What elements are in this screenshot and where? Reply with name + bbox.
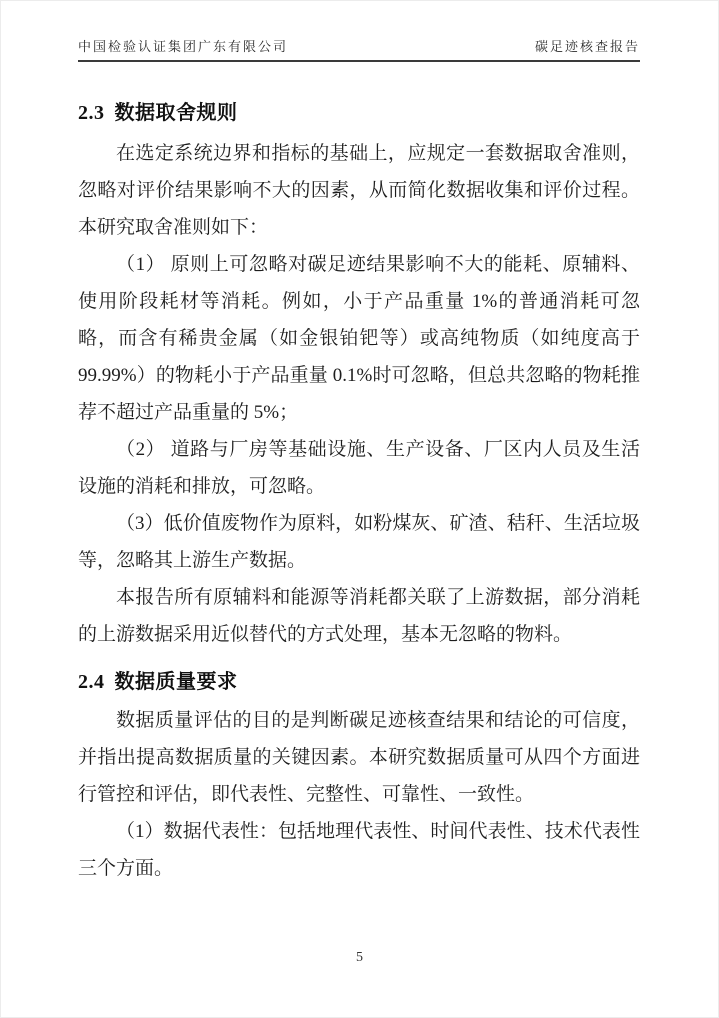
document-body bbox=[78, 96, 640, 887]
page-header bbox=[78, 36, 640, 62]
section-number: 2.4 bbox=[78, 671, 105, 693]
section-title: 数据质量要求 bbox=[114, 671, 238, 693]
section-number: 2.3 bbox=[78, 102, 105, 124]
page-footer bbox=[0, 950, 719, 966]
paragraph-rule-2: （2） 道路与厂房等基础设施、生产设备、厂区内人员及生活设施的消耗和排放，可忽略。 bbox=[78, 439, 640, 497]
header-company-name: 中国检验认证集团广东有限公司 bbox=[78, 39, 289, 54]
header-report-title: 碳足迹核查报告 bbox=[534, 39, 640, 54]
paragraph-representativeness: （1）数据代表性：包括地理代表性、时间代表性、技术代表性三个方面。 bbox=[78, 821, 640, 879]
paragraph-upstream-data: 本报告所有原辅料和能源等消耗都关联了上游数据，部分消耗的上游数据采用近似替代的方式处理，基本无忽略的物料。 bbox=[78, 587, 640, 645]
paragraph-rule-3: （3）低价值废物作为原料，如粉煤灰、矿渣、秸秆、生活垃圾等，忽略其上游生产数据。 bbox=[78, 513, 640, 571]
paragraph-rule-1: （1） 原则上可忽略对碳足迹结果影响不大的能耗、原辅料、使用阶段耗材等消耗。例如，小于产品重量 1%的普通消耗可忽略，而含有稀贵金属（如金银铂钯等）或高纯物质（如纯度高于 99.99%）的物耗小于产品重量 0.1%时可忽略，但总共忽略的物耗推荐不超过产品重量的 5%； bbox=[78, 254, 640, 423]
section-heading-2-3 bbox=[78, 96, 640, 125]
page-number: 5 bbox=[356, 950, 363, 965]
paragraph-quality-intro: 数据质量评估的目的是判断碳足迹核查结果和结论的可信度，并指出提高数据质量的关键因素。本研究数据质量可从四个方面进行管控和评估，即代表性、完整性、可靠性、一致性。 bbox=[78, 710, 640, 805]
paragraph-intro-rules: 在选定系统边界和指标的基础上，应规定一套数据取舍准则，忽略对评价结果影响不大的因素，从而简化数据收集和评价过程。本研究取舍准则如下： bbox=[78, 143, 640, 238]
section-title: 数据取舍规则 bbox=[114, 102, 238, 124]
section-heading-2-4 bbox=[78, 665, 640, 694]
